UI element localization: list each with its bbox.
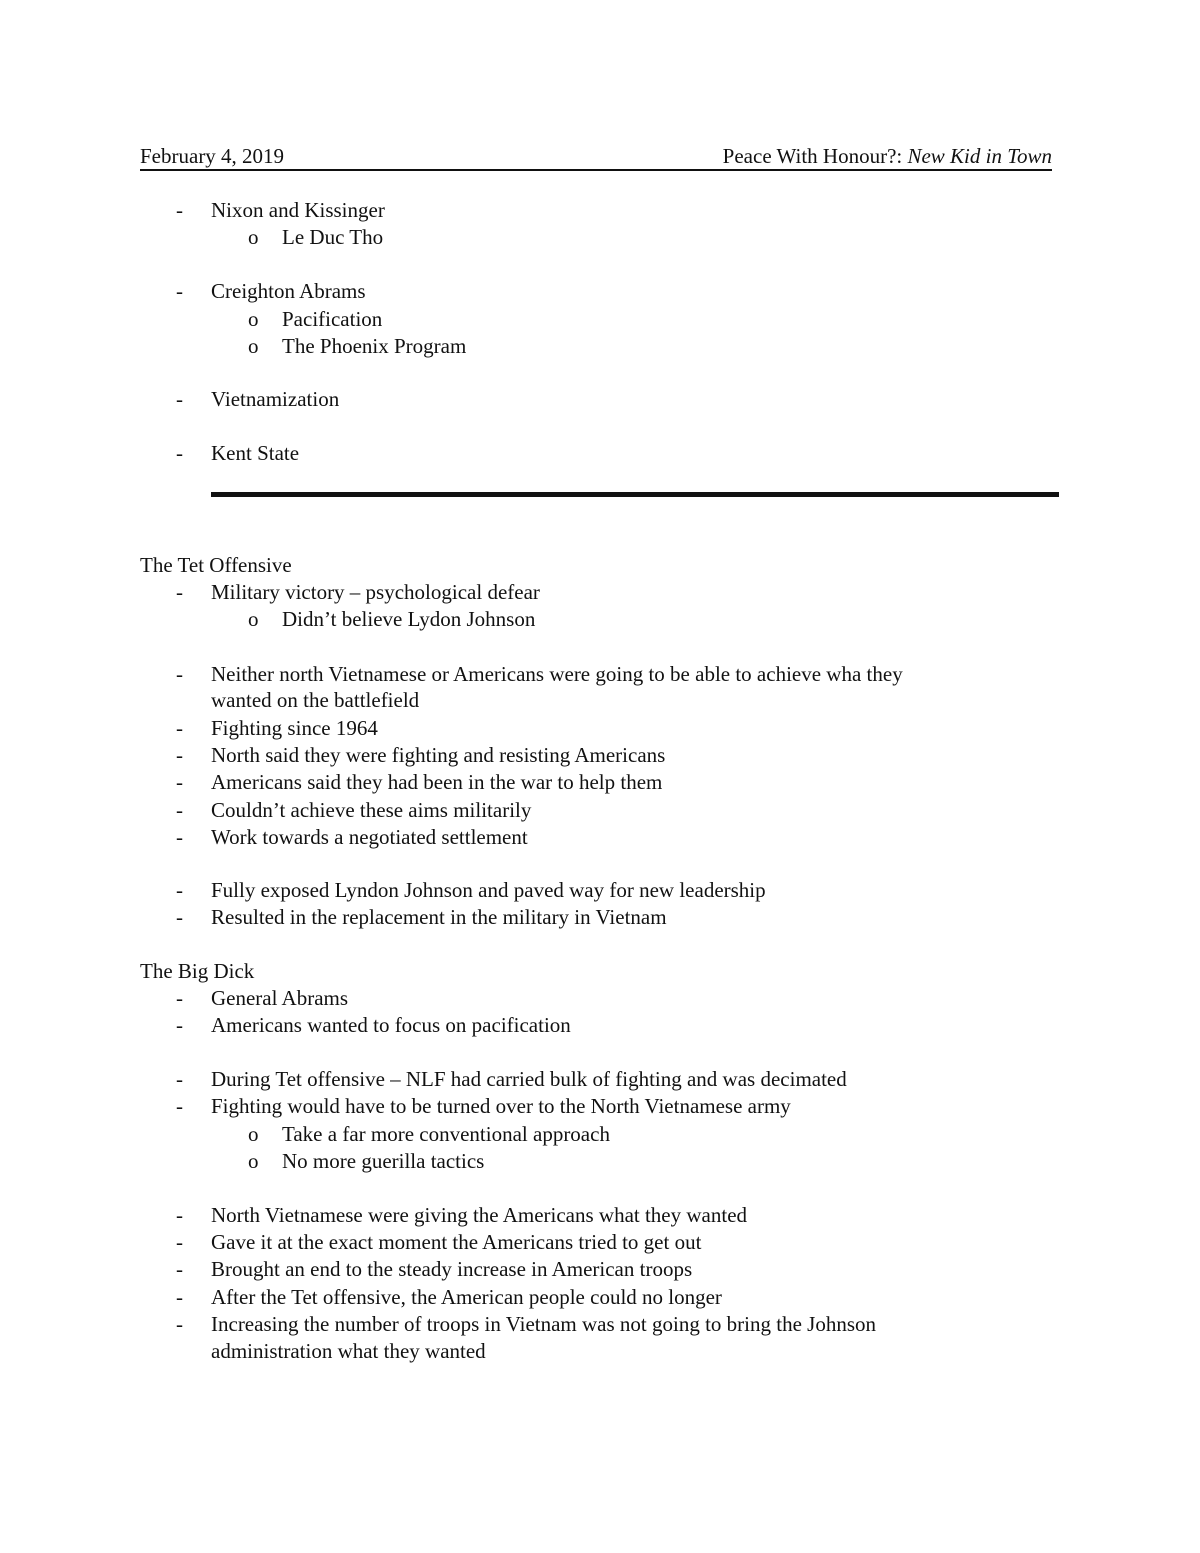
bullet-dash: -: [176, 279, 183, 303]
section-divider: [211, 492, 1059, 497]
bullet-dash: -: [176, 1230, 183, 1254]
list-item: Creighton Abrams: [211, 279, 366, 303]
list-item: Increasing the number of troops in Vietnam was not going to bring the Johnson: [211, 1312, 876, 1336]
bullet-dash: -: [176, 905, 183, 929]
header-title: [723, 143, 1052, 169]
bullet-sub: o: [248, 1122, 259, 1146]
bullet-dash: -: [176, 743, 183, 767]
bullet-dash: -: [176, 878, 183, 902]
bullet-sub: o: [248, 607, 259, 631]
list-item: Neither north Vietnamese or Americans were going to be able to achieve wha they: [211, 662, 903, 686]
bullet-dash: -: [176, 1094, 183, 1118]
section-heading-big-dick: The Big Dick: [140, 959, 255, 983]
page-header: [140, 143, 1052, 171]
list-item: North said they were fighting and resisting Americans: [211, 743, 666, 767]
bullet-dash: -: [176, 1203, 183, 1227]
list-item: General Abrams: [211, 986, 349, 1010]
bullet-dash: -: [176, 1013, 183, 1037]
list-item: Fighting since 1964: [211, 716, 378, 740]
list-item: After the Tet offensive, the American people could no longer: [211, 1285, 722, 1309]
bullet-dash: -: [176, 198, 183, 222]
bullet-dash: -: [176, 770, 183, 794]
list-item: Americans wanted to focus on pacification: [211, 1013, 571, 1037]
bullet-dash: -: [176, 580, 183, 604]
list-item: During Tet offensive – NLF had carried bulk of fighting and was decimated: [211, 1067, 847, 1091]
bullet-dash: -: [176, 1312, 183, 1336]
list-item: Americans said they had been in the war to help them: [211, 770, 663, 794]
bullet-sub: o: [248, 225, 259, 249]
bullet-dash: -: [176, 387, 183, 411]
list-item: administration what they wanted: [211, 1339, 486, 1363]
list-item: Work towards a negotiated settlement: [211, 825, 528, 849]
bullet-dash: -: [176, 716, 183, 740]
list-item: Vietnamization: [211, 387, 340, 411]
list-item: Fully exposed Lyndon Johnson and paved way for new leadership: [211, 878, 766, 902]
list-item: Fighting would have to be turned over to the North Vietnamese army: [211, 1094, 791, 1118]
bullet-dash: -: [176, 1257, 183, 1281]
list-item: Resulted in the replacement in the military in Vietnam: [211, 905, 667, 929]
list-item: Brought an end to the steady increase in American troops: [211, 1257, 693, 1281]
bullet-dash: -: [176, 441, 183, 465]
list-item: Couldn’t achieve these aims militarily: [211, 798, 532, 822]
bullet-sub: o: [248, 307, 259, 331]
bullet-dash: -: [176, 1067, 183, 1091]
header-title-italic: New Kid in Town: [907, 144, 1052, 168]
bullet-sub: o: [248, 1149, 259, 1173]
sub-list-item: The Phoenix Program: [282, 334, 467, 358]
sub-list-item: Le Duc Tho: [282, 225, 384, 249]
list-item: Kent State: [211, 441, 300, 465]
bullet-dash: -: [176, 825, 183, 849]
list-item: Military victory – psychological defear: [211, 580, 540, 604]
list-item: wanted on the battlefield: [211, 688, 420, 712]
sub-list-item: No more guerilla tactics: [282, 1149, 485, 1173]
sub-list-item: Take a far more conventional approach: [282, 1122, 610, 1146]
bullet-dash: -: [176, 798, 183, 822]
bullet-dash: -: [176, 1285, 183, 1309]
bullet-dash: -: [176, 986, 183, 1010]
bullet-sub: o: [248, 334, 259, 358]
sub-list-item: Didn’t believe Lydon Johnson: [282, 607, 536, 631]
list-item: Gave it at the exact moment the Americans tried to get out: [211, 1230, 702, 1254]
section-heading-tet: The Tet Offensive: [140, 553, 292, 577]
header-date: February 4, 2019: [140, 144, 285, 168]
list-item: North Vietnamese were giving the Americans what they wanted: [211, 1203, 748, 1227]
list-item: Nixon and Kissinger: [211, 198, 385, 222]
sub-list-item: Pacification: [282, 307, 383, 331]
header-title-prefix: Peace With Honour?:: [722, 144, 908, 168]
bullet-dash: -: [176, 662, 183, 686]
